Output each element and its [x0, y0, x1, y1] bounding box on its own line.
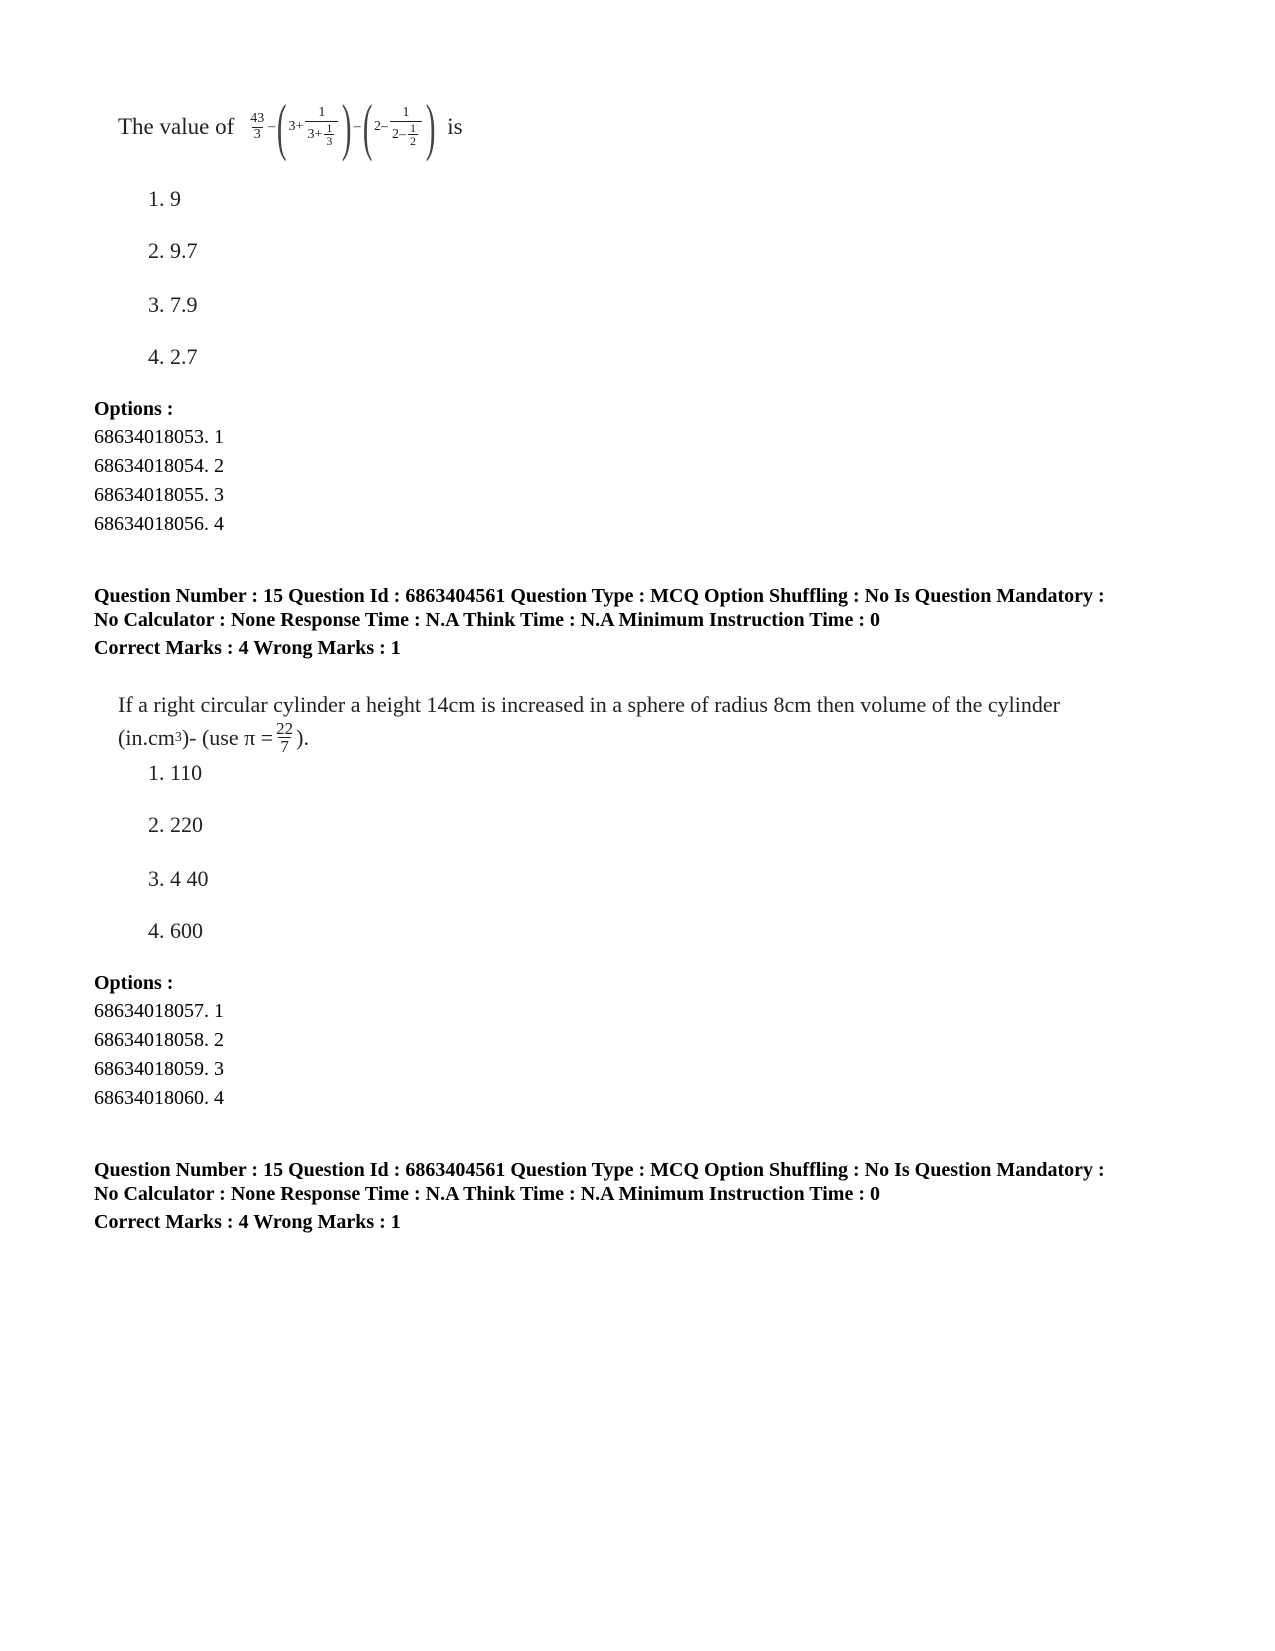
fraction-43-3: $\frac{43}{3}$ [250, 110, 265, 142]
q2-options-label: Options : [94, 972, 174, 994]
q1-math-expression: $\frac{43}{3}$ – ( 3+ 1 3+ $\frac{1}{3}$ ) – ( 2– 1 2– $\frac{1}{2}$ ) [250, 91, 436, 162]
q2-metadata [94, 584, 1214, 660]
left-paren-icon: ( [277, 91, 287, 162]
q1-choice-1: 1. 9 [148, 186, 181, 211]
q2-choice-3: 3. 4 40 [148, 866, 209, 891]
q3-meta-line-1: Question Number : 15 Question Id : 6863404561 Question Type : MCQ Option Shuffling : No Is Question Mandatory : [94, 1159, 1105, 1181]
right-paren-icon: ) [342, 91, 352, 162]
q3-meta-line-2: No Calculator : None Response Time : N.A Think Time : N.A Minimum Instruction Time : 0 [94, 1183, 880, 1205]
left-paren-icon: ( [362, 91, 373, 162]
q3-metadata [94, 1158, 1214, 1234]
q2-option-1: 68634018057. 1 [94, 1000, 224, 1022]
q1-option-4: 68634018056. 4 [94, 513, 224, 535]
q1-choice-4: 4. 2.7 [148, 344, 198, 369]
q2-option-2: 68634018058. 2 [94, 1029, 224, 1051]
continued-fraction-b: 1 3+ $\frac{1}{3}$ [305, 106, 338, 148]
q2-option-3: 68634018059. 3 [94, 1058, 224, 1080]
q1-option-3: 68634018055. 3 [94, 484, 224, 506]
q2-option-4: 68634018060. 4 [94, 1087, 224, 1109]
q1-choice-2: 2. 9.7 [148, 238, 198, 263]
right-paren-icon: ) [425, 91, 436, 162]
continued-fraction-c: 1 2– $\frac{1}{2}$ [390, 106, 422, 148]
q1-stem-suffix: is [447, 114, 463, 139]
q2-stem-image [118, 690, 1158, 755]
q2-choice-2: 2. 220 [148, 812, 203, 837]
pi-fraction: $\frac{22}{7}$ [276, 719, 294, 756]
q2-meta-line-2: No Calculator : None Response Time : N.A Think Time : N.A Minimum Instruction Time : 0 [94, 609, 880, 631]
q1-choice-3: 3. 7.9 [148, 292, 198, 317]
q2-stem-line-2: (in.cm 3 )- (use π = $\frac{22}{7}$ ). [118, 719, 309, 756]
q1-options-label: Options : [94, 398, 174, 420]
q1-stem-image [118, 82, 463, 172]
q2-choice-4: 4. 600 [148, 918, 203, 943]
q3-meta-line-3: Correct Marks : 4 Wrong Marks : 1 [94, 1211, 401, 1233]
q2-meta-line-1: Question Number : 15 Question Id : 6863404561 Question Type : MCQ Option Shuffling : No Is Question Mandatory : [94, 585, 1105, 607]
q1-option-2: 68634018054. 2 [94, 455, 224, 477]
q2-choice-1: 1. 110 [148, 760, 203, 785]
q1-option-1: 68634018053. 1 [94, 426, 224, 448]
q2-stem-line-1: If a right circular cylinder a height 14cm is increased in a sphere of radius 8cm then volume of the cylinder [118, 692, 1060, 717]
q1-stem-prefix: The value of [118, 114, 235, 139]
q2-meta-line-3: Correct Marks : 4 Wrong Marks : 1 [94, 637, 401, 659]
